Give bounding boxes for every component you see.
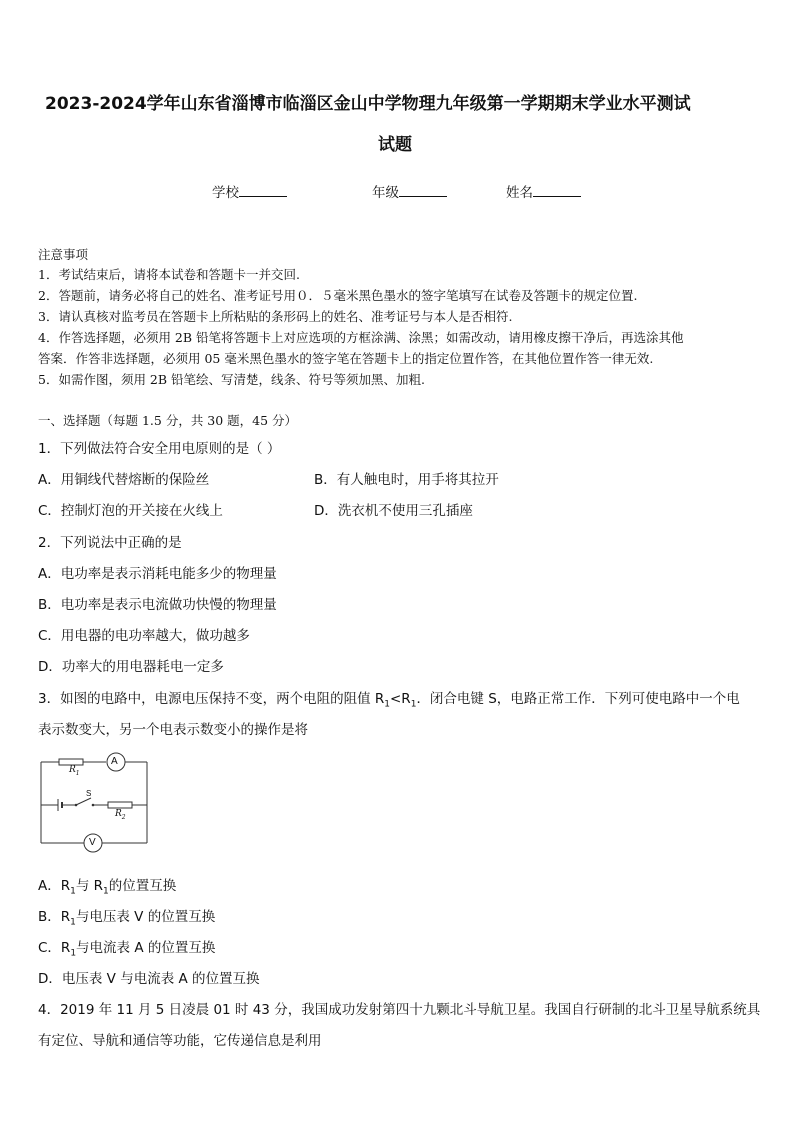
question-3-option-c: C．$R_1$与电流表 A 的位置互换 <box>38 940 216 959</box>
q3-stem-sub2: 1 <box>410 699 417 710</box>
title-line-1: 2023-2024学年山东省淄博市临淄区金山中学物理九年级第一学期期末学业水平测试 <box>45 94 691 114</box>
note-item: 答案．作答非选择题，必须用 05 毫米黑色墨水的签字笔在答题卡上的指定位置作答，在其他位置作答一律无效. <box>38 351 654 366</box>
note-item: 2．答题前，请务必将自己的姓名、准考证号用０．５毫米黑色墨水的签字笔填写在试卷及答题卡的规定位置. <box>38 288 638 303</box>
switch-pivot <box>75 804 78 807</box>
question-3-stem-line-2: 表示数变大，另一个电表示数变小的操作是将 <box>38 722 308 738</box>
title-line-2: 试题 <box>378 135 412 155</box>
question-2-stem: 2．下列说法中正确的是 <box>38 535 182 551</box>
ammeter-label: A <box>111 756 118 767</box>
note-item: 4．作答选择题，必须用 2B 铅笔将答题卡上对应选项的方框涂满、涂黑；如需改动，请用橡皮擦干净后，再选涂其他 <box>38 330 684 345</box>
name-field <box>506 181 581 201</box>
note-item: 5．如需作图，须用 2B 铅笔绘、写清楚，线条、符号等须加黑、加粗. <box>38 372 426 387</box>
grade-field <box>372 181 447 201</box>
question-2-option-b: B．电功率是表示电流做功快慢的物理量 <box>38 597 277 613</box>
q3-stem-mid: <R <box>390 691 411 707</box>
q3-stem-sub1: 1 <box>384 699 390 710</box>
note-item: 1．考试结束后，请将本试卷和答题卡一并交回. <box>38 267 300 282</box>
school-label: 学校 <box>212 185 239 201</box>
q3-stem-prefix: 3．如图的电路中，电源电压保持不变，两个电阻的阻值 R <box>38 691 385 707</box>
question-3-stem-line-1 <box>38 687 740 710</box>
q3-stem-suffix: ．闭合电键 S，电路正常工作．下列可使电路中一个电 <box>416 691 740 707</box>
school-blank[interactable] <box>239 184 287 197</box>
name-blank[interactable] <box>533 184 581 197</box>
section-heading: 一、选择题（每题 1.5 分，共 30 题，45 分） <box>38 413 298 428</box>
question-2-option-c: C．用电器的电功率越大，做功越多 <box>38 628 250 644</box>
switch-contact <box>92 804 95 807</box>
note-item: 3．请认真核对监考员在答题卡上所粘贴的条形码上的姓名、准考证号与本人是否相符. <box>38 309 513 324</box>
name-label: 姓名 <box>506 185 533 201</box>
school-field <box>212 181 287 201</box>
question-1-option-c: C．控制灯泡的开关接在火线上 <box>38 503 223 519</box>
question-3-option-d: D．电压表 V 与电流表 A 的位置互换 <box>38 971 260 987</box>
resistor-r2 <box>108 802 132 808</box>
question-4-line-1: 4．2019 年 11 月 5 日凌晨 01 时 43 分，我国成功发射第四十九颗北斗导航卫星。我国自行研制的北斗卫星导航系统具 <box>38 1002 761 1018</box>
notes-heading: 注意事项 <box>38 247 89 262</box>
switch-s <box>76 798 91 805</box>
question-1-option-d: D．洗衣机不使用三孔插座 <box>314 503 473 519</box>
question-3-option-b: B．$R_1$与电压表 V 的位置互换 <box>38 909 216 928</box>
question-2-option-a: A．电功率是表示消耗电能多少的物理量 <box>38 566 277 582</box>
r1-label: $R_1$ <box>69 765 80 777</box>
question-2-option-d: D．功率大的用电器耗电一定多 <box>38 659 224 675</box>
question-1-stem: 1．下列做法符合安全用电原则的是（ ） <box>38 441 281 457</box>
question-3-option-a: A．$R_1$与 $R_1$的位置互换 <box>38 878 177 897</box>
voltmeter-label: V <box>89 837 96 848</box>
question-1-option-b: B．有人触电时，用手将其拉开 <box>314 472 499 488</box>
question-1-option-a: A．用铜线代替熔断的保险丝 <box>38 472 210 488</box>
grade-blank[interactable] <box>399 184 447 197</box>
question-4-line-2: 有定位、导航和通信等功能，它传递信息是利用 <box>38 1033 322 1049</box>
switch-label: S <box>86 789 92 798</box>
r2-label: $R_2$ <box>115 809 126 821</box>
grade-label: 年级 <box>372 185 399 201</box>
